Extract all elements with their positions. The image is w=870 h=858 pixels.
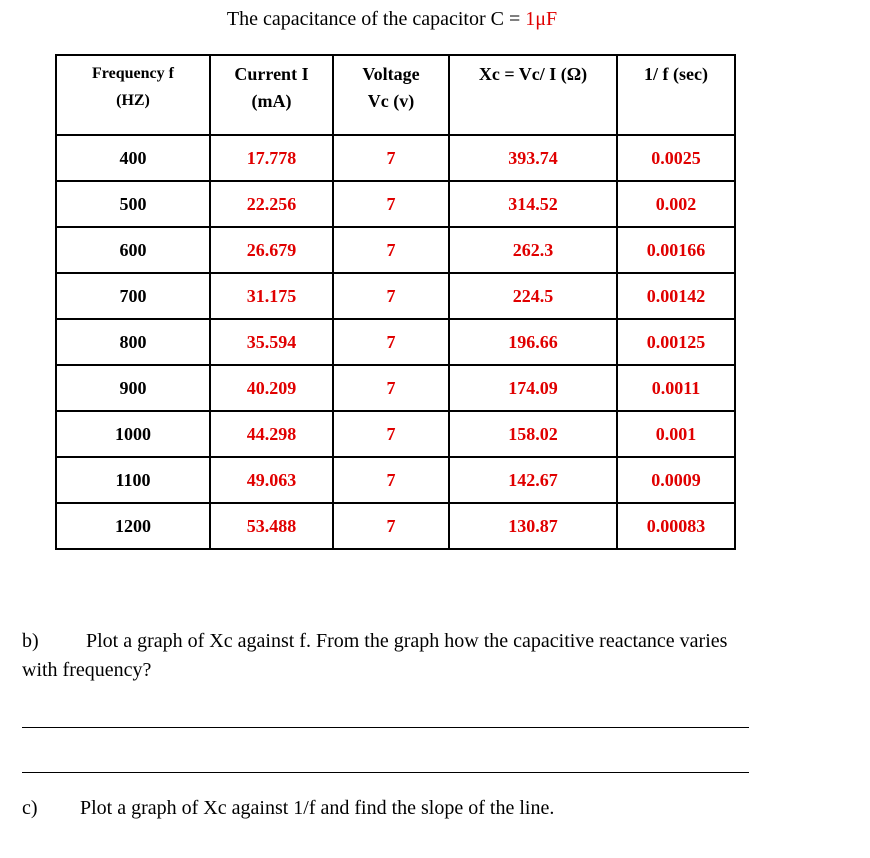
cell-voltage: 7 <box>333 227 449 273</box>
cell-voltage: 7 <box>333 457 449 503</box>
cell-period: 0.00083 <box>617 503 735 549</box>
cell-frequency: 1000 <box>56 411 210 457</box>
cell-frequency: 1200 <box>56 503 210 549</box>
cell-period: 0.00142 <box>617 273 735 319</box>
cell-voltage: 7 <box>333 365 449 411</box>
cell-reactance: 314.52 <box>449 181 617 227</box>
answer-line-2[interactable] <box>22 772 749 773</box>
cell-voltage: 7 <box>333 181 449 227</box>
cell-reactance: 196.66 <box>449 319 617 365</box>
table-row <box>56 135 735 181</box>
table-row <box>56 319 735 365</box>
cell-current: 53.488 <box>210 503 333 549</box>
question-c-text: Plot a graph of Xc against 1/f and find the slope of the line. <box>80 797 555 819</box>
cell-frequency: 700 <box>56 273 210 319</box>
cell-reactance: 158.02 <box>449 411 617 457</box>
table-row <box>56 227 735 273</box>
table-row <box>56 273 735 319</box>
question-b-label: b) <box>22 630 39 652</box>
cell-period: 0.002 <box>617 181 735 227</box>
page-title <box>0 8 784 31</box>
title-prefix: The capacitance of the capacitor C = <box>226 8 526 30</box>
cell-period: 0.0025 <box>617 135 735 181</box>
table-row <box>56 365 735 411</box>
cell-frequency: 800 <box>56 319 210 365</box>
table-row <box>56 457 735 503</box>
cell-current: 26.679 <box>210 227 333 273</box>
header-period: 1/ f (sec) <box>617 55 735 135</box>
question-c-label: c) <box>22 797 38 819</box>
cell-period: 0.0009 <box>617 457 735 503</box>
answer-line-1[interactable] <box>22 727 749 728</box>
header-frequency: Frequency f (HZ) <box>56 55 210 135</box>
table-header-row <box>56 55 735 135</box>
measurement-table <box>55 54 736 550</box>
cell-reactance: 262.3 <box>449 227 617 273</box>
cell-frequency: 500 <box>56 181 210 227</box>
cell-current: 44.298 <box>210 411 333 457</box>
cell-current: 17.778 <box>210 135 333 181</box>
cell-current: 35.594 <box>210 319 333 365</box>
cell-frequency: 400 <box>56 135 210 181</box>
cell-frequency: 1100 <box>56 457 210 503</box>
cell-voltage: 7 <box>333 273 449 319</box>
cell-period: 0.001 <box>617 411 735 457</box>
question-c <box>22 794 554 823</box>
header-voltage: Voltage Vc (v) <box>333 55 449 135</box>
question-b <box>22 627 762 685</box>
cell-period: 0.0011 <box>617 365 735 411</box>
table-row <box>56 503 735 549</box>
table-row <box>56 411 735 457</box>
cell-current: 49.063 <box>210 457 333 503</box>
cell-period: 0.00166 <box>617 227 735 273</box>
cell-reactance: 130.87 <box>449 503 617 549</box>
cell-period: 0.00125 <box>617 319 735 365</box>
cell-reactance: 174.09 <box>449 365 617 411</box>
cell-reactance: 393.74 <box>449 135 617 181</box>
cell-reactance: 224.5 <box>449 273 617 319</box>
table-row <box>56 181 735 227</box>
header-current: Current I (mA) <box>210 55 333 135</box>
cell-current: 31.175 <box>210 273 333 319</box>
cell-voltage: 7 <box>333 503 449 549</box>
cell-reactance: 142.67 <box>449 457 617 503</box>
cell-voltage: 7 <box>333 135 449 181</box>
capacitance-value: 1μF <box>525 8 558 30</box>
cell-frequency: 600 <box>56 227 210 273</box>
question-b-text: Plot a graph of Xc against f. From the graph how the capacitive reactance varies with frequency? <box>22 630 728 681</box>
cell-current: 40.209 <box>210 365 333 411</box>
cell-current: 22.256 <box>210 181 333 227</box>
header-reactance: Xc = Vc/ I (Ω) <box>449 55 617 135</box>
cell-frequency: 900 <box>56 365 210 411</box>
cell-voltage: 7 <box>333 319 449 365</box>
cell-voltage: 7 <box>333 411 449 457</box>
